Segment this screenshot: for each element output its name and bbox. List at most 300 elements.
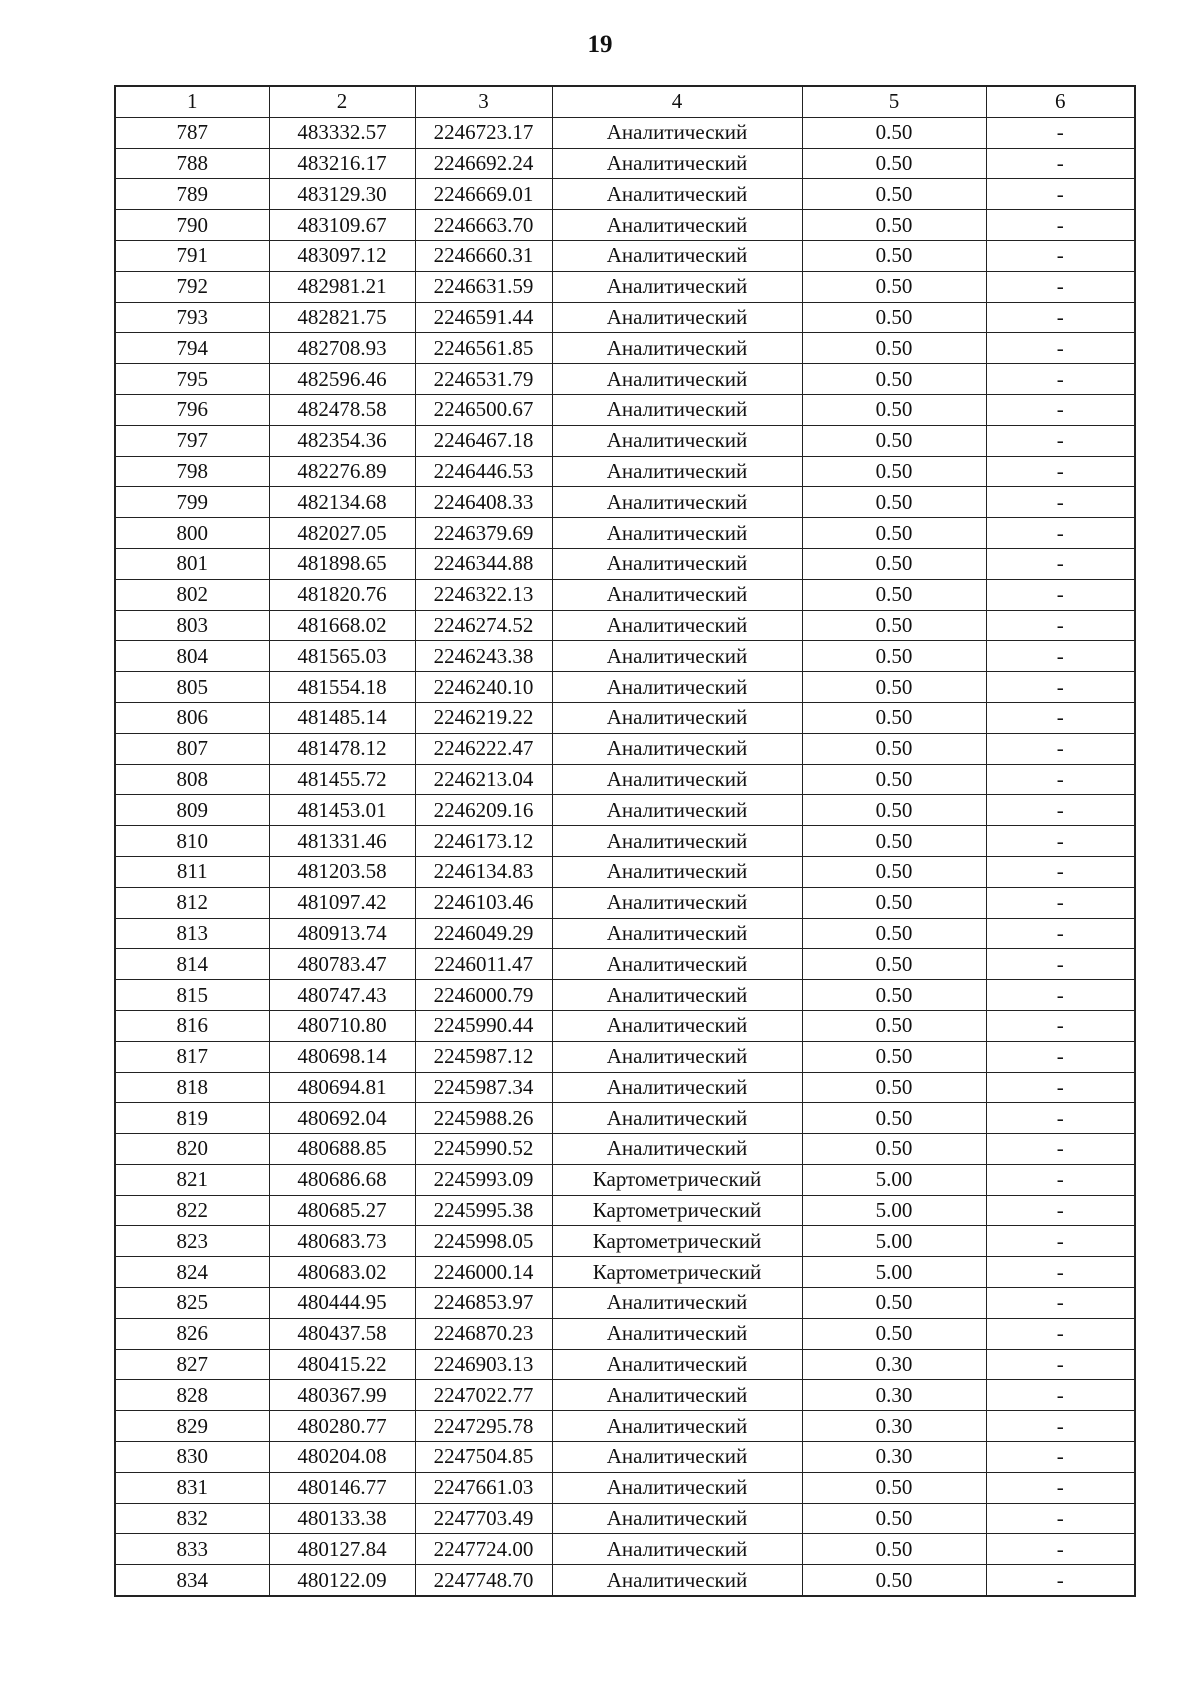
note-cell: - [986,1134,1135,1165]
x-coordinate-cell: 482821.75 [269,302,415,333]
x-coordinate-cell: 480688.85 [269,1134,415,1165]
y-coordinate-cell: 2246723.17 [415,117,552,148]
y-coordinate-cell: 2246561.85 [415,333,552,364]
y-coordinate-cell: 2247724.00 [415,1534,552,1565]
y-coordinate-cell: 2246011.47 [415,949,552,980]
accuracy-cell: 0.50 [802,1134,986,1165]
y-coordinate-cell: 2246173.12 [415,826,552,857]
table-row [115,795,1135,826]
point-number-cell: 819 [115,1103,269,1134]
accuracy-cell: 0.50 [802,795,986,826]
table-row [115,641,1135,672]
table-row [115,1072,1135,1103]
y-coordinate-cell: 2245995.38 [415,1195,552,1226]
y-coordinate-cell: 2246467.18 [415,425,552,456]
x-coordinate-cell: 480146.77 [269,1472,415,1503]
x-coordinate-cell: 480437.58 [269,1318,415,1349]
y-coordinate-cell: 2246240.10 [415,672,552,703]
x-coordinate-cell: 480280.77 [269,1411,415,1442]
point-number-cell: 830 [115,1442,269,1473]
y-coordinate-cell: 2246531.79 [415,364,552,395]
note-cell: - [986,1072,1135,1103]
x-coordinate-cell: 481485.14 [269,702,415,733]
accuracy-cell: 0.50 [802,1503,986,1534]
accuracy-cell: 0.50 [802,487,986,518]
point-number-cell: 806 [115,702,269,733]
y-coordinate-cell: 2246379.69 [415,518,552,549]
table-row [115,271,1135,302]
y-coordinate-cell: 2246853.97 [415,1288,552,1319]
accuracy-cell: 5.00 [802,1257,986,1288]
table-row [115,1164,1135,1195]
accuracy-cell: 0.50 [802,579,986,610]
accuracy-cell: 5.00 [802,1195,986,1226]
accuracy-cell: 0.50 [802,1534,986,1565]
method-cell: Аналитический [552,610,802,641]
method-cell: Аналитический [552,579,802,610]
accuracy-cell: 0.50 [802,856,986,887]
x-coordinate-cell: 481565.03 [269,641,415,672]
method-cell: Аналитический [552,1380,802,1411]
method-cell: Аналитический [552,210,802,241]
note-cell: - [986,518,1135,549]
accuracy-cell: 0.50 [802,887,986,918]
table-row [115,733,1135,764]
x-coordinate-cell: 481554.18 [269,672,415,703]
method-cell: Картометрический [552,1257,802,1288]
point-number-cell: 793 [115,302,269,333]
table-row [115,1565,1135,1596]
accuracy-cell: 0.50 [802,672,986,703]
accuracy-cell: 0.50 [802,1318,986,1349]
method-cell: Аналитический [552,148,802,179]
table-row [115,1257,1135,1288]
accuracy-cell: 0.50 [802,548,986,579]
point-number-cell: 815 [115,980,269,1011]
point-number-cell: 820 [115,1134,269,1165]
accuracy-cell: 0.50 [802,610,986,641]
note-cell: - [986,333,1135,364]
y-coordinate-cell: 2246049.29 [415,918,552,949]
table-row [115,1134,1135,1165]
x-coordinate-cell: 480686.68 [269,1164,415,1195]
point-number-cell: 810 [115,826,269,857]
method-cell: Аналитический [552,1134,802,1165]
accuracy-cell: 0.30 [802,1380,986,1411]
y-coordinate-cell: 2245990.44 [415,1010,552,1041]
note-cell: - [986,302,1135,333]
accuracy-cell: 0.50 [802,702,986,733]
point-number-cell: 796 [115,394,269,425]
x-coordinate-cell: 482478.58 [269,394,415,425]
note-cell: - [986,1010,1135,1041]
accuracy-cell: 0.50 [802,271,986,302]
table-row [115,1472,1135,1503]
note-cell: - [986,826,1135,857]
accuracy-cell: 0.50 [802,1103,986,1134]
x-coordinate-cell: 481668.02 [269,610,415,641]
table-row [115,1534,1135,1565]
x-coordinate-cell: 480698.14 [269,1041,415,1072]
note-cell: - [986,148,1135,179]
x-coordinate-cell: 482027.05 [269,518,415,549]
y-coordinate-cell: 2245990.52 [415,1134,552,1165]
note-cell: - [986,918,1135,949]
x-coordinate-cell: 481331.46 [269,826,415,857]
point-number-cell: 822 [115,1195,269,1226]
x-coordinate-cell: 483129.30 [269,179,415,210]
point-number-cell: 799 [115,487,269,518]
point-number-cell: 790 [115,210,269,241]
y-coordinate-cell: 2245988.26 [415,1103,552,1134]
note-cell: - [986,240,1135,271]
point-number-cell: 824 [115,1257,269,1288]
note-cell: - [986,271,1135,302]
y-coordinate-cell: 2245987.34 [415,1072,552,1103]
point-number-cell: 832 [115,1503,269,1534]
accuracy-cell: 0.50 [802,394,986,425]
accuracy-cell: 0.50 [802,179,986,210]
table-row [115,117,1135,148]
method-cell: Аналитический [552,1411,802,1442]
method-cell: Аналитический [552,456,802,487]
note-cell: - [986,487,1135,518]
method-cell: Аналитический [552,1349,802,1380]
point-number-cell: 791 [115,240,269,271]
accuracy-cell: 0.50 [802,117,986,148]
method-cell: Аналитический [552,918,802,949]
table-row [115,1288,1135,1319]
method-cell: Аналитический [552,518,802,549]
column-header: 5 [802,86,986,117]
accuracy-cell: 0.50 [802,1072,986,1103]
coordinates-table [114,85,1136,1597]
accuracy-cell: 0.50 [802,641,986,672]
method-cell: Аналитический [552,1103,802,1134]
table-row [115,610,1135,641]
note-cell: - [986,210,1135,241]
accuracy-cell: 5.00 [802,1164,986,1195]
x-coordinate-cell: 481478.12 [269,733,415,764]
y-coordinate-cell: 2246408.33 [415,487,552,518]
table-row [115,1442,1135,1473]
table-row [115,1349,1135,1380]
x-coordinate-cell: 481203.58 [269,856,415,887]
point-number-cell: 831 [115,1472,269,1503]
note-cell: - [986,1380,1135,1411]
point-number-cell: 792 [115,271,269,302]
method-cell: Аналитический [552,795,802,826]
x-coordinate-cell: 480710.80 [269,1010,415,1041]
y-coordinate-cell: 2247022.77 [415,1380,552,1411]
x-coordinate-cell: 480683.02 [269,1257,415,1288]
x-coordinate-cell: 481097.42 [269,887,415,918]
accuracy-cell: 0.50 [802,733,986,764]
point-number-cell: 826 [115,1318,269,1349]
accuracy-cell: 0.50 [802,764,986,795]
note-cell: - [986,1565,1135,1596]
note-cell: - [986,456,1135,487]
point-number-cell: 800 [115,518,269,549]
table-row [115,1195,1135,1226]
table-row [115,333,1135,364]
point-number-cell: 801 [115,548,269,579]
method-cell: Аналитический [552,702,802,733]
note-cell: - [986,1442,1135,1473]
y-coordinate-cell: 2247703.49 [415,1503,552,1534]
method-cell: Аналитический [552,949,802,980]
note-cell: - [986,117,1135,148]
note-cell: - [986,1041,1135,1072]
point-number-cell: 828 [115,1380,269,1411]
y-coordinate-cell: 2246222.47 [415,733,552,764]
table-row [115,826,1135,857]
y-coordinate-cell: 2246669.01 [415,179,552,210]
x-coordinate-cell: 480415.22 [269,1349,415,1380]
point-number-cell: 808 [115,764,269,795]
table-row [115,425,1135,456]
point-number-cell: 797 [115,425,269,456]
accuracy-cell: 0.50 [802,240,986,271]
accuracy-cell: 0.50 [802,980,986,1011]
page-number: 19 [587,31,613,58]
note-cell: - [986,1472,1135,1503]
method-cell: Аналитический [552,1472,802,1503]
x-coordinate-cell: 483216.17 [269,148,415,179]
point-number-cell: 802 [115,579,269,610]
accuracy-cell: 0.30 [802,1349,986,1380]
table-row [115,364,1135,395]
table-row [115,456,1135,487]
note-cell: - [986,887,1135,918]
table-row [115,1226,1135,1257]
point-number-cell: 818 [115,1072,269,1103]
x-coordinate-cell: 482708.93 [269,333,415,364]
y-coordinate-cell: 2246274.52 [415,610,552,641]
point-number-cell: 827 [115,1349,269,1380]
note-cell: - [986,764,1135,795]
note-cell: - [986,364,1135,395]
point-number-cell: 809 [115,795,269,826]
x-coordinate-cell: 480444.95 [269,1288,415,1319]
method-cell: Аналитический [552,548,802,579]
method-cell: Аналитический [552,1318,802,1349]
note-cell: - [986,980,1135,1011]
y-coordinate-cell: 2246446.53 [415,456,552,487]
note-cell: - [986,425,1135,456]
accuracy-cell: 0.50 [802,518,986,549]
y-coordinate-cell: 2246134.83 [415,856,552,887]
column-header: 3 [415,86,552,117]
y-coordinate-cell: 2246660.31 [415,240,552,271]
table-header-row [115,86,1135,117]
table-row [115,579,1135,610]
note-cell: - [986,1164,1135,1195]
column-header: 4 [552,86,802,117]
point-number-cell: 811 [115,856,269,887]
accuracy-cell: 0.50 [802,1010,986,1041]
x-coordinate-cell: 480122.09 [269,1565,415,1596]
note-cell: - [986,1349,1135,1380]
y-coordinate-cell: 2245993.09 [415,1164,552,1195]
method-cell: Аналитический [552,672,802,703]
note-cell: - [986,1411,1135,1442]
y-coordinate-cell: 2246591.44 [415,302,552,333]
x-coordinate-cell: 483332.57 [269,117,415,148]
note-cell: - [986,1288,1135,1319]
method-cell: Аналитический [552,179,802,210]
note-cell: - [986,179,1135,210]
method-cell: Аналитический [552,333,802,364]
x-coordinate-cell: 480685.27 [269,1195,415,1226]
accuracy-cell: 0.50 [802,1288,986,1319]
point-number-cell: 807 [115,733,269,764]
y-coordinate-cell: 2245998.05 [415,1226,552,1257]
accuracy-cell: 0.50 [802,1472,986,1503]
table-row [115,672,1135,703]
method-cell: Аналитический [552,1503,802,1534]
method-cell: Аналитический [552,1072,802,1103]
note-cell: - [986,733,1135,764]
table-row [115,179,1135,210]
note-cell: - [986,1503,1135,1534]
y-coordinate-cell: 2246344.88 [415,548,552,579]
method-cell: Аналитический [552,1041,802,1072]
x-coordinate-cell: 483097.12 [269,240,415,271]
note-cell: - [986,1103,1135,1134]
x-coordinate-cell: 482596.46 [269,364,415,395]
accuracy-cell: 0.50 [802,302,986,333]
table-row [115,518,1135,549]
note-cell: - [986,702,1135,733]
y-coordinate-cell: 2247504.85 [415,1442,552,1473]
table-row [115,887,1135,918]
point-number-cell: 833 [115,1534,269,1565]
table-row [115,240,1135,271]
x-coordinate-cell: 480683.73 [269,1226,415,1257]
accuracy-cell: 0.50 [802,1041,986,1072]
accuracy-cell: 0.50 [802,210,986,241]
table-row [115,1503,1135,1534]
note-cell: - [986,1534,1135,1565]
point-number-cell: 814 [115,949,269,980]
x-coordinate-cell: 481453.01 [269,795,415,826]
x-coordinate-cell: 480204.08 [269,1442,415,1473]
accuracy-cell: 0.50 [802,1565,986,1596]
x-coordinate-cell: 480367.99 [269,1380,415,1411]
point-number-cell: 804 [115,641,269,672]
table-row [115,210,1135,241]
point-number-cell: 798 [115,456,269,487]
note-cell: - [986,1226,1135,1257]
method-cell: Аналитический [552,1442,802,1473]
x-coordinate-cell: 481820.76 [269,579,415,610]
y-coordinate-cell: 2245987.12 [415,1041,552,1072]
point-number-cell: 812 [115,887,269,918]
accuracy-cell: 0.30 [802,1442,986,1473]
accuracy-cell: 0.50 [802,456,986,487]
note-cell: - [986,1257,1135,1288]
table-row [115,702,1135,733]
accuracy-cell: 0.50 [802,826,986,857]
method-cell: Аналитический [552,1010,802,1041]
point-number-cell: 817 [115,1041,269,1072]
table-row [115,1318,1135,1349]
point-number-cell: 787 [115,117,269,148]
y-coordinate-cell: 2247748.70 [415,1565,552,1596]
table-row [115,1103,1135,1134]
table-row [115,918,1135,949]
accuracy-cell: 0.50 [802,949,986,980]
method-cell: Аналитический [552,1288,802,1319]
x-coordinate-cell: 481455.72 [269,764,415,795]
method-cell: Аналитический [552,302,802,333]
method-cell: Аналитический [552,271,802,302]
method-cell: Аналитический [552,733,802,764]
table-row [115,1010,1135,1041]
x-coordinate-cell: 480127.84 [269,1534,415,1565]
table-row [115,302,1135,333]
table-row [115,1041,1135,1072]
note-cell: - [986,394,1135,425]
method-cell: Аналитический [552,764,802,795]
y-coordinate-cell: 2246870.23 [415,1318,552,1349]
point-number-cell: 788 [115,148,269,179]
note-cell: - [986,610,1135,641]
y-coordinate-cell: 2246903.13 [415,1349,552,1380]
y-coordinate-cell: 2247295.78 [415,1411,552,1442]
x-coordinate-cell: 483109.67 [269,210,415,241]
method-cell: Картометрический [552,1195,802,1226]
table-row [115,548,1135,579]
y-coordinate-cell: 2246219.22 [415,702,552,733]
table-row [115,949,1135,980]
accuracy-cell: 0.50 [802,364,986,395]
column-header: 1 [115,86,269,117]
y-coordinate-cell: 2246000.14 [415,1257,552,1288]
note-cell: - [986,672,1135,703]
y-coordinate-cell: 2246663.70 [415,210,552,241]
method-cell: Аналитический [552,425,802,456]
accuracy-cell: 0.50 [802,918,986,949]
method-cell: Аналитический [552,1565,802,1596]
method-cell: Аналитический [552,641,802,672]
note-cell: - [986,1318,1135,1349]
method-cell: Картометрический [552,1164,802,1195]
method-cell: Аналитический [552,980,802,1011]
x-coordinate-cell: 480783.47 [269,949,415,980]
accuracy-cell: 5.00 [802,1226,986,1257]
y-coordinate-cell: 2246322.13 [415,579,552,610]
method-cell: Аналитический [552,487,802,518]
y-coordinate-cell: 2246213.04 [415,764,552,795]
table-row [115,1380,1135,1411]
method-cell: Аналитический [552,394,802,425]
table-body [115,117,1135,1596]
table-row [115,487,1135,518]
point-number-cell: 834 [115,1565,269,1596]
note-cell: - [986,579,1135,610]
x-coordinate-cell: 480913.74 [269,918,415,949]
x-coordinate-cell: 480692.04 [269,1103,415,1134]
y-coordinate-cell: 2246000.79 [415,980,552,1011]
note-cell: - [986,795,1135,826]
method-cell: Аналитический [552,826,802,857]
y-coordinate-cell: 2246692.24 [415,148,552,179]
point-number-cell: 823 [115,1226,269,1257]
method-cell: Аналитический [552,117,802,148]
x-coordinate-cell: 482276.89 [269,456,415,487]
